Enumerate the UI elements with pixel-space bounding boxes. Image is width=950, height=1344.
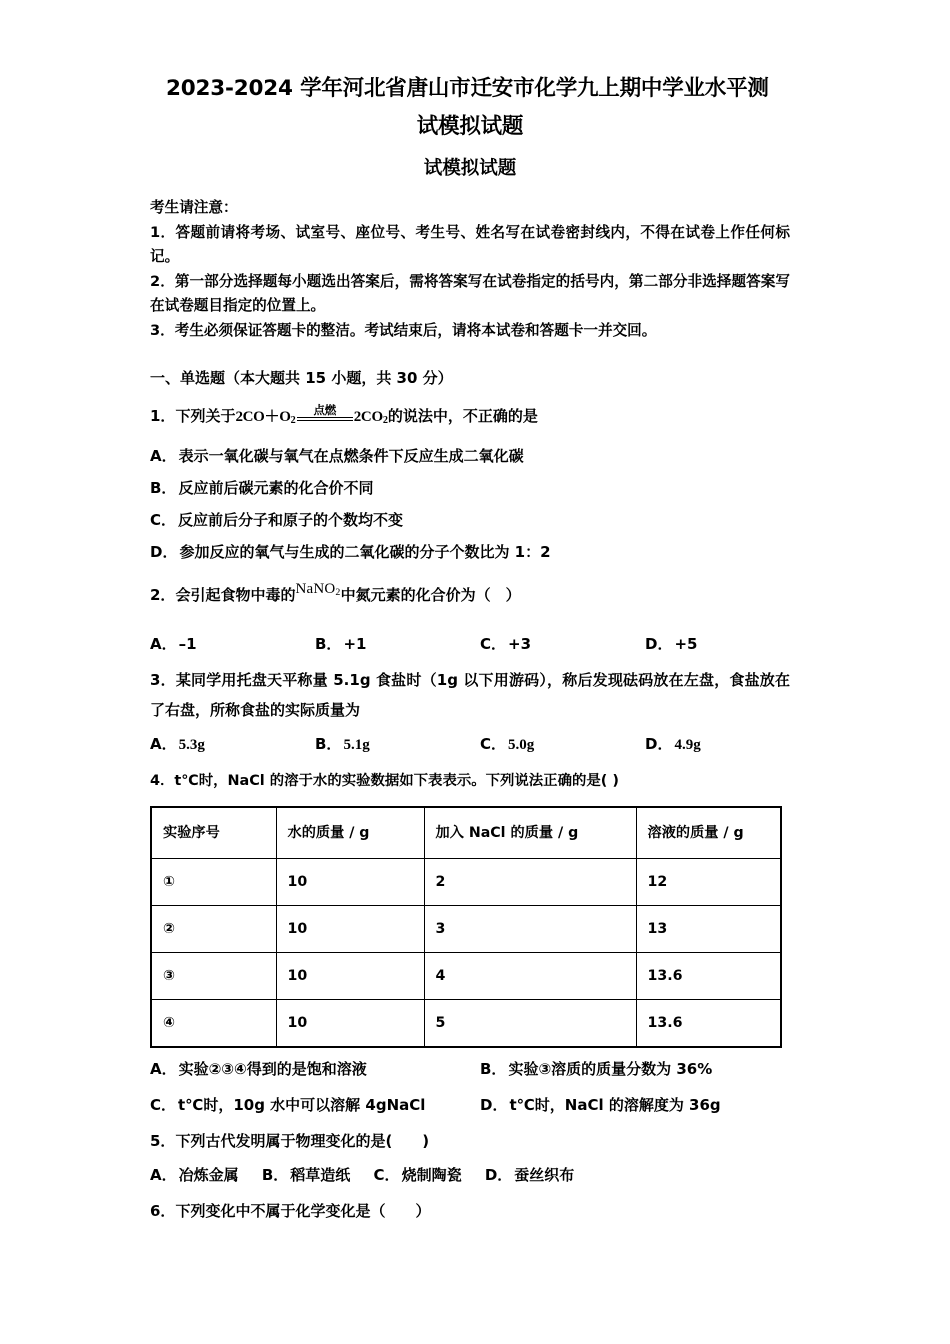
question-4-stem-text: t℃时，NaCl 的溶于水的实验数据如下表表示。下列说法正确的是( )	[174, 773, 619, 790]
option-c-text: 5.0g	[508, 737, 535, 754]
option-c-label: C．	[150, 1096, 177, 1115]
question-4-option-d[interactable]	[480, 1090, 810, 1120]
question-6-number: 6．	[150, 1202, 176, 1221]
cell-experiment-no: ②	[151, 906, 276, 953]
option-c-label: C．	[480, 635, 507, 654]
option-a-label: A．	[150, 1060, 177, 1079]
reaction-arrow-icon	[297, 402, 353, 421]
option-c-label: C．	[480, 735, 507, 754]
equation-right-subscript: 2	[382, 415, 388, 427]
reaction-condition-label: 点燃	[313, 402, 336, 417]
document-body	[150, 70, 790, 1230]
page-subtitle: 试模拟试题	[423, 158, 517, 179]
question-5-option-a[interactable]	[150, 1166, 239, 1184]
option-d-label: D．	[480, 1096, 508, 1115]
option-a-text: –1	[178, 635, 197, 654]
table-header-row	[151, 807, 781, 859]
option-c-text: 烧制陶瓷	[401, 1166, 462, 1185]
question-4-options-row-2	[150, 1090, 790, 1120]
formula-base: NaNO	[295, 581, 336, 598]
option-c-text: 反应前后分子和原子的个数均不变	[178, 511, 404, 530]
option-a-text: 冶炼金属	[178, 1166, 239, 1185]
cell-solution-mass: 13.6	[636, 1000, 781, 1048]
question-5-stem-text: 下列古代发明属于物理变化的是( )	[175, 1132, 430, 1151]
question-3-option-a[interactable]	[150, 729, 315, 760]
option-a-text: 5.3g	[178, 737, 205, 754]
question-1-option-c[interactable]	[150, 504, 790, 536]
question-2-option-c[interactable]	[480, 629, 645, 659]
table-header-solution-mass: 溶液的质量 / g	[636, 807, 781, 859]
notice-item-3: 3．考生必须保证答题卡的整洁。考试结束后，请将本试卷和答题卡一并交回。	[150, 321, 657, 339]
question-4-options-row-1	[150, 1054, 790, 1084]
question-4-option-b[interactable]	[480, 1054, 810, 1084]
option-c-label: C．	[373, 1166, 400, 1185]
question-5-number: 5．	[150, 1132, 176, 1151]
cell-solution-mass: 13.6	[636, 953, 781, 1000]
question-1-stem-after: 的说法中，不正确的是	[387, 407, 538, 425]
option-b-label: B．	[315, 735, 342, 754]
table-row	[151, 953, 781, 1000]
question-4-stem	[150, 766, 790, 796]
option-b-label: B．	[315, 635, 342, 654]
cell-water-mass: 10	[276, 906, 424, 953]
cell-water-mass: 10	[276, 1000, 424, 1048]
option-c-text: +3	[508, 635, 532, 654]
option-b-text: 稻草造纸	[290, 1166, 351, 1185]
cell-water-mass: 10	[276, 859, 424, 906]
question-2-option-b[interactable]	[315, 629, 480, 659]
option-d-text: +5	[674, 635, 698, 654]
table-header-water-mass: 水的质量 / g	[276, 807, 424, 859]
page-title-line-2: 试模拟试题	[416, 114, 524, 139]
question-5-option-c[interactable]	[374, 1166, 462, 1184]
nacl-dissolution-table-wrapper	[150, 806, 790, 1048]
question-1-stem-before: 下列关于	[175, 407, 236, 425]
option-b-label: B．	[261, 1166, 289, 1185]
question-3-number: 3．	[150, 671, 176, 690]
table-row	[151, 859, 781, 906]
option-d-label: D．	[150, 543, 178, 562]
section-heading-single-choice: 一、单选题（本大题共 15 小题，共 30 分）	[150, 369, 453, 387]
nacl-dissolution-table	[150, 806, 782, 1048]
cell-water-mass: 10	[276, 953, 424, 1000]
question-4-option-a[interactable]	[150, 1054, 480, 1084]
page-title	[150, 70, 790, 146]
option-d-text: 蚕丝织布	[514, 1166, 575, 1185]
equation-right: 2CO	[353, 409, 383, 425]
notice-item-2: 2．第一部分选择题每小题选出答案后，需将答案写在试卷指定的括号内，第二部分非选择题答案写在试卷题目指定的位置上。	[150, 272, 790, 314]
reaction-arrow-bar-bottom	[297, 420, 353, 421]
question-2-stem-after: 中氮元素的化合价为（ ）	[340, 586, 521, 605]
cell-nacl-mass: 5	[424, 1000, 636, 1048]
question-2-stem	[150, 580, 790, 615]
option-b-text: 反应前后碳元素的化合价不同	[178, 479, 374, 498]
cell-nacl-mass: 2	[424, 859, 636, 906]
cell-nacl-mass: 3	[424, 906, 636, 953]
question-2-options	[150, 629, 790, 659]
question-3-options	[150, 729, 790, 760]
option-b-text: 5.1g	[343, 737, 370, 754]
question-1-number: 1．	[150, 407, 176, 425]
question-5-option-b[interactable]	[262, 1166, 350, 1184]
question-5-options	[150, 1160, 790, 1190]
chemical-equation-co-combustion	[235, 402, 387, 436]
option-c-label: C．	[150, 511, 177, 530]
question-3-option-d[interactable]	[645, 729, 810, 760]
question-2-option-a[interactable]	[150, 629, 315, 659]
reaction-arrow-bar-top	[297, 417, 353, 418]
question-5-stem	[150, 1126, 790, 1156]
cell-solution-mass: 13	[636, 906, 781, 953]
question-1-option-d[interactable]	[150, 536, 790, 568]
question-6-stem-text: 下列变化中不属于化学变化是（ ）	[175, 1202, 431, 1221]
question-1-option-b[interactable]	[150, 472, 790, 504]
option-a-label: A．	[150, 447, 177, 466]
notice-item-1: 1．答题前请将考场、试室号、座位号、考生号、姓名写在试卷密封线内，不得在试卷上作任何标记。	[150, 223, 790, 265]
cell-experiment-no: ④	[151, 1000, 276, 1048]
table-header-nacl-mass: 加入 NaCl 的质量 / g	[424, 807, 636, 859]
option-a-label: A．	[150, 635, 177, 654]
table-row	[151, 906, 781, 953]
question-4-option-c[interactable]	[150, 1090, 480, 1120]
cell-nacl-mass: 4	[424, 953, 636, 1000]
option-d-label: D．	[645, 635, 673, 654]
question-2-number: 2．	[150, 586, 176, 605]
cell-experiment-no: ③	[151, 953, 276, 1000]
option-b-label: B．	[480, 1060, 507, 1079]
question-5-option-d[interactable]	[485, 1166, 574, 1184]
option-c-text: t℃时，10g 水中可以溶解 4gNaCl	[178, 1096, 426, 1115]
question-1-option-a[interactable]	[150, 440, 790, 472]
option-b-label: B．	[150, 479, 177, 498]
question-4-number: 4．	[150, 773, 175, 790]
question-1-stem	[150, 401, 790, 436]
option-d-text: 参加反应的氧气与生成的二氧化碳的分子个数比为 1：2	[179, 543, 551, 562]
question-3-option-c[interactable]	[480, 729, 645, 760]
option-d-label: D．	[484, 1166, 513, 1185]
option-d-text: t℃时，NaCl 的溶解度为 36g	[509, 1096, 721, 1115]
cell-solution-mass: 12	[636, 859, 781, 906]
equation-left-subscript: 2	[290, 415, 296, 427]
option-a-label: A．	[150, 1166, 177, 1185]
question-3-option-b[interactable]	[315, 729, 480, 760]
candidate-notice	[150, 196, 790, 343]
option-b-text: 实验③溶质的质量分数为 36%	[508, 1060, 713, 1079]
cell-experiment-no: ①	[151, 859, 276, 906]
equation-left: 2CO＋O	[235, 409, 291, 425]
option-d-text: 4.9g	[674, 737, 701, 754]
question-3-stem-text: 某同学用托盘天平称量 5.1g 食盐时（1g 以下用游码），称后发现砝码放在左盘，食盐放在了右盘，所称食盐的实际质量为	[150, 671, 791, 720]
question-3-stem	[150, 665, 790, 725]
option-a-label: A．	[150, 735, 177, 754]
formula-subscript: 2	[335, 587, 341, 599]
option-a-text: 表示一氧化碳与氧气在点燃条件下反应生成二氧化碳	[178, 447, 524, 466]
option-a-text: 实验②③④得到的是饱和溶液	[178, 1060, 367, 1079]
table-row	[151, 1000, 781, 1048]
formula-sodium-nitrite	[295, 581, 340, 597]
page-title-line-1: 2023-2024 学年河北省唐山市迁安市化学九上期中学业水平测	[166, 76, 769, 101]
option-b-text: +1	[343, 635, 367, 654]
question-2-option-d[interactable]	[645, 629, 810, 659]
question-6-stem	[150, 1196, 790, 1226]
notice-heading: 考生请注意：	[150, 199, 238, 216]
question-2-stem-before: 会引起食物中毒的	[175, 586, 296, 605]
table-header-experiment-no: 实验序号	[151, 807, 276, 859]
option-d-label: D．	[645, 735, 673, 754]
